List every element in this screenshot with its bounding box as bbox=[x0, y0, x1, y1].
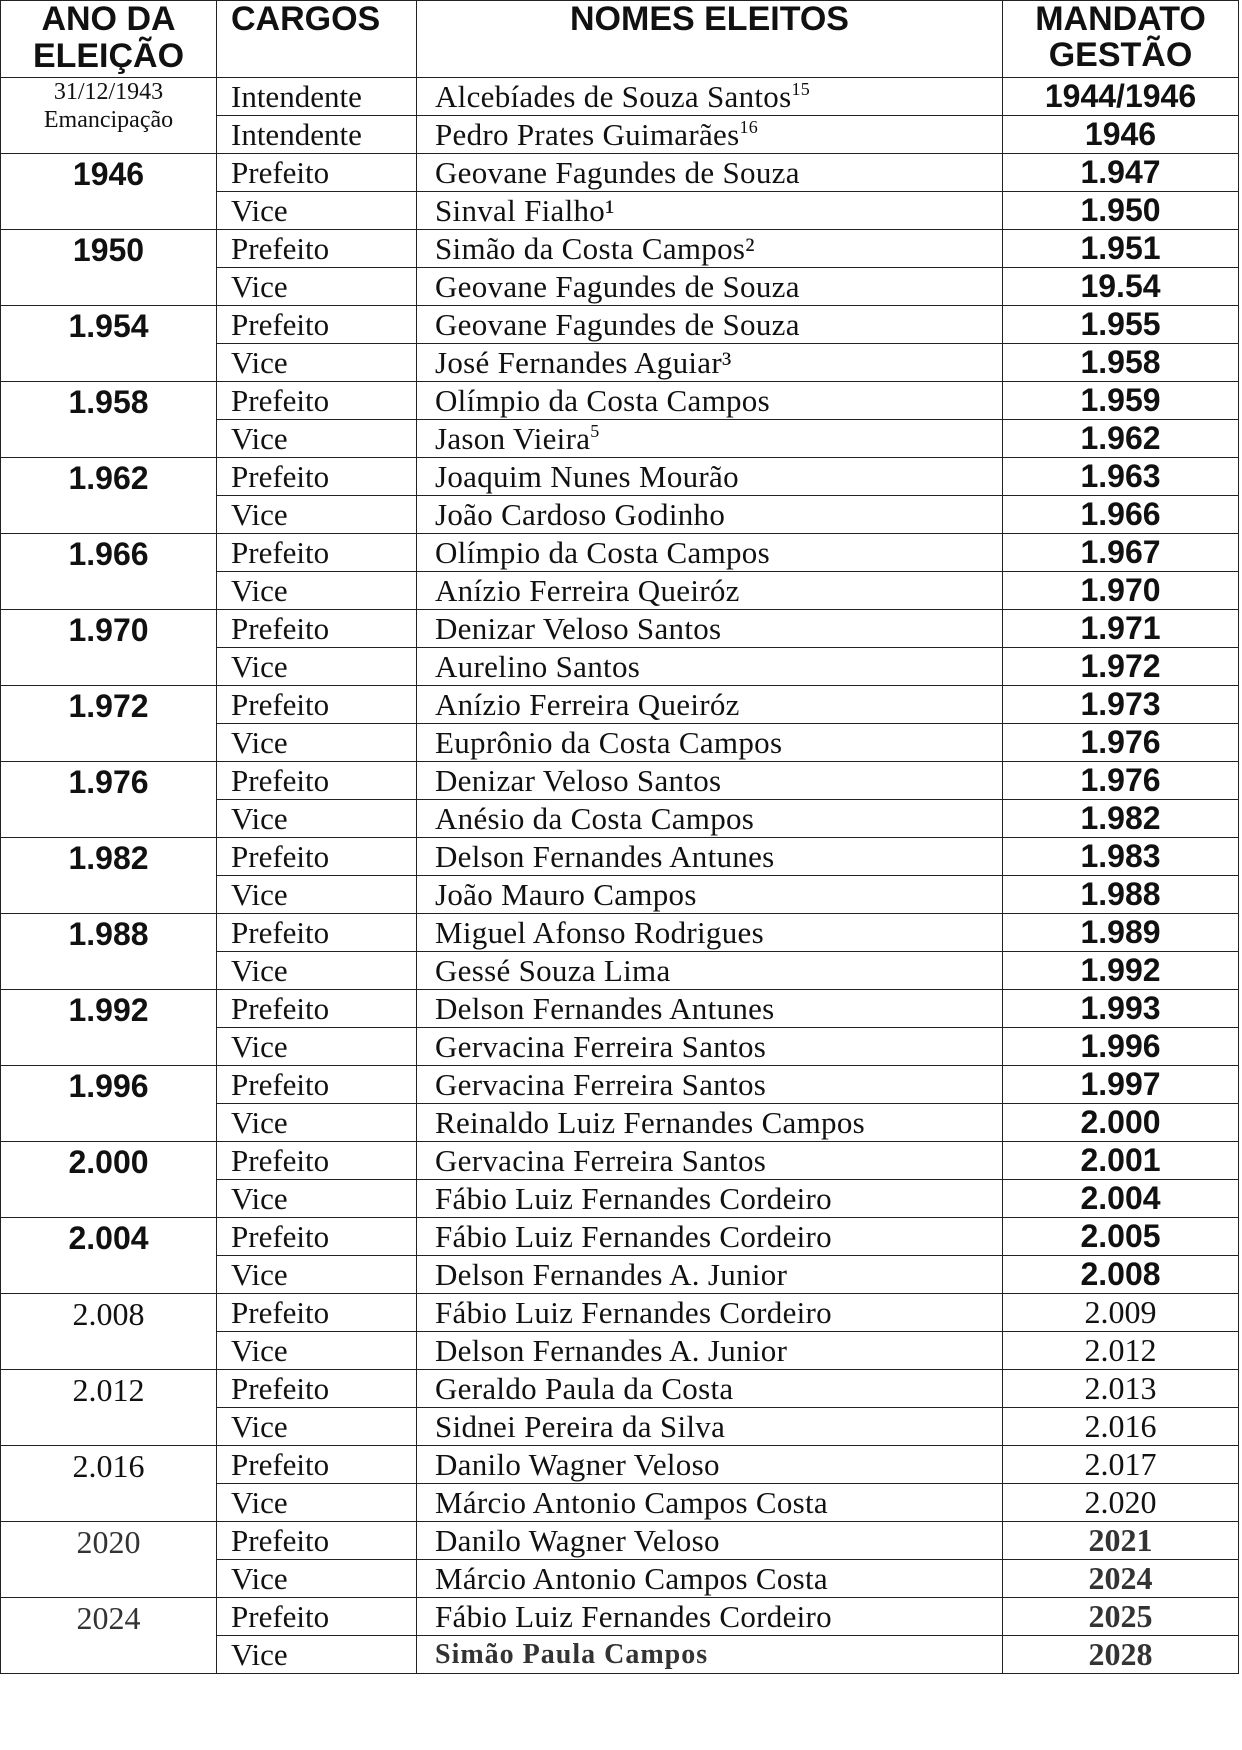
cargo-cell: Prefeito bbox=[217, 306, 417, 344]
footnote-ref: 5 bbox=[590, 421, 600, 441]
election-year-cell bbox=[1, 1446, 217, 1522]
header-ano-line2: ELEIÇÃO bbox=[32, 37, 185, 75]
table-row bbox=[1, 1294, 1239, 1332]
elected-name: Olímpio da Costa Campos bbox=[435, 535, 770, 570]
mandato-cell: 1.962 bbox=[1003, 420, 1239, 458]
cargo-cell: Prefeito bbox=[217, 762, 417, 800]
nome-cell bbox=[417, 344, 1003, 382]
nome-cell bbox=[417, 306, 1003, 344]
election-year: 1.962 bbox=[68, 460, 149, 496]
election-year: 2.004 bbox=[68, 1220, 149, 1256]
election-year: 1950 bbox=[72, 232, 145, 268]
elected-name: Fábio Luiz Fernandes Cordeiro bbox=[435, 1599, 832, 1634]
header-cargos: CARGOS bbox=[217, 1, 417, 78]
election-year-cell bbox=[1, 762, 217, 838]
election-year: 2.008 bbox=[72, 1296, 145, 1332]
cargo-cell: Prefeito bbox=[217, 230, 417, 268]
mandato-cell: 19.54 bbox=[1003, 268, 1239, 306]
cargo-cell: Vice bbox=[217, 1408, 417, 1446]
cargo-cell: Prefeito bbox=[217, 1370, 417, 1408]
nome-cell bbox=[417, 230, 1003, 268]
elected-name: Delson Fernandes A. Junior bbox=[435, 1333, 788, 1368]
election-year-cell bbox=[1, 990, 217, 1066]
cargo-cell: Vice bbox=[217, 1104, 417, 1142]
cargo-cell: Vice bbox=[217, 268, 417, 306]
mandato-cell: 2.005 bbox=[1003, 1218, 1239, 1256]
nome-cell bbox=[417, 1370, 1003, 1408]
table-row bbox=[1, 458, 1239, 496]
mandato-cell: 1.982 bbox=[1003, 800, 1239, 838]
table-row bbox=[1, 686, 1239, 724]
mandato-cell: 2.013 bbox=[1003, 1370, 1239, 1408]
election-year: 1.992 bbox=[68, 992, 149, 1028]
mandato-cell: 1.970 bbox=[1003, 572, 1239, 610]
election-year: 1.958 bbox=[68, 384, 149, 420]
cargo-cell: Prefeito bbox=[217, 1522, 417, 1560]
cargo-cell: Vice bbox=[217, 344, 417, 382]
elected-name: Joaquim Nunes Mourão bbox=[435, 459, 739, 494]
header-mandato-gestao bbox=[1003, 1, 1239, 78]
elected-name: Sinval Fialho¹ bbox=[435, 193, 615, 228]
nome-cell bbox=[417, 78, 1003, 116]
nome-cell bbox=[417, 648, 1003, 686]
election-year-cell bbox=[1, 1522, 217, 1598]
nome-cell bbox=[417, 724, 1003, 762]
table-row bbox=[1, 1522, 1239, 1560]
elected-name: Danilo Wagner Veloso bbox=[435, 1447, 720, 1482]
table-row bbox=[1, 1142, 1239, 1180]
election-year-cell bbox=[1, 306, 217, 382]
elected-name: Danilo Wagner Veloso bbox=[435, 1523, 720, 1558]
cargo-cell: Prefeito bbox=[217, 534, 417, 572]
mandato-cell: 1.947 bbox=[1003, 154, 1239, 192]
elected-name: Delson Fernandes Antunes bbox=[435, 839, 775, 874]
nome-cell bbox=[417, 192, 1003, 230]
footnote-ref: 16 bbox=[739, 117, 759, 137]
cargo-cell: Vice bbox=[217, 952, 417, 990]
table-row bbox=[1, 1218, 1239, 1256]
table-row bbox=[1, 914, 1239, 952]
nome-cell bbox=[417, 458, 1003, 496]
mandato-cell: 1.983 bbox=[1003, 838, 1239, 876]
nome-cell bbox=[417, 800, 1003, 838]
mandato-cell: 1.966 bbox=[1003, 496, 1239, 534]
election-year-cell bbox=[1, 1370, 217, 1446]
nome-cell bbox=[417, 1636, 1003, 1674]
election-year: 1.988 bbox=[68, 916, 149, 952]
cargo-cell: Intendente bbox=[217, 78, 417, 116]
election-year-cell bbox=[1, 1142, 217, 1218]
table-row bbox=[1, 78, 1239, 116]
mandato-cell: 1946 bbox=[1003, 116, 1239, 154]
cargo-cell: Vice bbox=[217, 1256, 417, 1294]
election-year: 1946 bbox=[72, 156, 145, 192]
mandato-cell: 1.992 bbox=[1003, 952, 1239, 990]
nome-cell bbox=[417, 876, 1003, 914]
election-year-cell bbox=[1, 1218, 217, 1294]
election-year-cell bbox=[1, 1598, 217, 1674]
elected-name: Olímpio da Costa Campos bbox=[435, 383, 770, 418]
mandato-cell: 1.988 bbox=[1003, 876, 1239, 914]
mandato-cell: 1.967 bbox=[1003, 534, 1239, 572]
cargo-cell: Vice bbox=[217, 1636, 417, 1674]
table-row bbox=[1, 230, 1239, 268]
elected-name: Denizar Veloso Santos bbox=[435, 611, 722, 646]
nome-cell bbox=[417, 1560, 1003, 1598]
table-body bbox=[1, 78, 1239, 1674]
election-year-cell bbox=[1, 686, 217, 762]
elected-name: Anésio da Costa Campos bbox=[435, 801, 755, 836]
elected-name: João Mauro Campos bbox=[435, 877, 697, 912]
elected-name: Gervacina Ferreira Santos bbox=[435, 1067, 767, 1102]
mandato-cell: 2.017 bbox=[1003, 1446, 1239, 1484]
mandato-cell: 2.012 bbox=[1003, 1332, 1239, 1370]
table-row bbox=[1, 1446, 1239, 1484]
mandato-cell: 1.971 bbox=[1003, 610, 1239, 648]
mandato-cell: 1.950 bbox=[1003, 192, 1239, 230]
elected-name: Fábio Luiz Fernandes Cordeiro bbox=[435, 1219, 832, 1254]
election-year-cell bbox=[1, 230, 217, 306]
election-year: 1.982 bbox=[68, 840, 149, 876]
nome-cell bbox=[417, 1066, 1003, 1104]
table-row bbox=[1, 382, 1239, 420]
cargo-cell: Vice bbox=[217, 1560, 417, 1598]
election-year-cell bbox=[1, 838, 217, 914]
mandato-cell: 2.004 bbox=[1003, 1180, 1239, 1218]
cargo-cell: Vice bbox=[217, 648, 417, 686]
nome-cell bbox=[417, 154, 1003, 192]
election-year: Emancipação bbox=[43, 107, 174, 133]
election-year-cell bbox=[1, 1294, 217, 1370]
nome-cell bbox=[417, 572, 1003, 610]
elected-name: Geovane Fagundes de Souza bbox=[435, 155, 800, 190]
cargo-cell: Vice bbox=[217, 1484, 417, 1522]
mandato-cell: 1.976 bbox=[1003, 762, 1239, 800]
election-year-cell bbox=[1, 610, 217, 686]
elected-name: Anízio Ferreira Queiróz bbox=[435, 687, 740, 722]
elected-name: Gessé Souza Lima bbox=[435, 953, 671, 988]
nome-cell bbox=[417, 268, 1003, 306]
election-year: 2.000 bbox=[68, 1144, 149, 1180]
table-row bbox=[1, 1066, 1239, 1104]
nome-cell bbox=[417, 1028, 1003, 1066]
mandato-cell: 1.973 bbox=[1003, 686, 1239, 724]
cargo-cell: Prefeito bbox=[217, 1142, 417, 1180]
table-row bbox=[1, 762, 1239, 800]
elected-name: Aurelino Santos bbox=[435, 649, 641, 684]
election-year-cell bbox=[1, 78, 217, 154]
elected-name: Geovane Fagundes de Souza bbox=[435, 307, 800, 342]
elected-name: Pedro Prates Guimarães bbox=[435, 117, 740, 152]
header-nomes-eleitos: NOMES ELEITOS bbox=[417, 1, 1003, 78]
elected-name: Delson Fernandes A. Junior bbox=[435, 1257, 788, 1292]
mandato-cell: 1.955 bbox=[1003, 306, 1239, 344]
elected-name: Simão Paula Campos bbox=[435, 1639, 709, 1670]
elected-name: Simão da Costa Campos² bbox=[435, 231, 755, 266]
elected-name: Miguel Afonso Rodrigues bbox=[435, 915, 764, 950]
mandato-cell: 1.958 bbox=[1003, 344, 1239, 382]
election-year: 2024 bbox=[76, 1600, 141, 1636]
nome-cell bbox=[417, 1522, 1003, 1560]
mandato-cell: 1.959 bbox=[1003, 382, 1239, 420]
cargo-cell: Vice bbox=[217, 192, 417, 230]
elected-name: Denizar Veloso Santos bbox=[435, 763, 722, 798]
elected-name: José Fernandes Aguiar³ bbox=[435, 345, 732, 380]
elected-name: Anízio Ferreira Queiróz bbox=[435, 573, 740, 608]
cargo-cell: Vice bbox=[217, 724, 417, 762]
election-year-cell bbox=[1, 1066, 217, 1142]
table-row bbox=[1, 1370, 1239, 1408]
cargo-cell: Vice bbox=[217, 420, 417, 458]
header-row bbox=[1, 1, 1239, 78]
nome-cell bbox=[417, 1598, 1003, 1636]
election-year: 31/12/1943 bbox=[53, 79, 164, 105]
elected-name: Gervacina Ferreira Santos bbox=[435, 1143, 767, 1178]
cargo-cell: Vice bbox=[217, 496, 417, 534]
cargo-cell: Prefeito bbox=[217, 1598, 417, 1636]
nome-cell bbox=[417, 1104, 1003, 1142]
cargo-cell: Vice bbox=[217, 800, 417, 838]
mandato-cell: 1.993 bbox=[1003, 990, 1239, 1028]
nome-cell bbox=[417, 1218, 1003, 1256]
mandato-cell: 2028 bbox=[1003, 1636, 1239, 1674]
cargo-cell: Prefeito bbox=[217, 1294, 417, 1332]
cargo-cell: Prefeito bbox=[217, 154, 417, 192]
mandato-cell: 1.976 bbox=[1003, 724, 1239, 762]
mandato-cell: 1.989 bbox=[1003, 914, 1239, 952]
election-year-cell bbox=[1, 154, 217, 230]
nome-cell bbox=[417, 762, 1003, 800]
cargo-cell: Vice bbox=[217, 1180, 417, 1218]
nome-cell bbox=[417, 838, 1003, 876]
mandato-cell: 2.008 bbox=[1003, 1256, 1239, 1294]
table-row bbox=[1, 534, 1239, 572]
election-year-cell bbox=[1, 534, 217, 610]
mandato-cell: 2.016 bbox=[1003, 1408, 1239, 1446]
elected-name: Delson Fernandes Antunes bbox=[435, 991, 775, 1026]
elected-name: Fábio Luiz Fernandes Cordeiro bbox=[435, 1295, 832, 1330]
nome-cell bbox=[417, 1408, 1003, 1446]
election-year: 1.976 bbox=[68, 764, 149, 800]
election-year: 2.012 bbox=[72, 1372, 145, 1408]
nome-cell bbox=[417, 1256, 1003, 1294]
election-year: 1.970 bbox=[68, 612, 149, 648]
mandato-cell: 2.000 bbox=[1003, 1104, 1239, 1142]
elected-name: Alcebíades de Souza Santos bbox=[435, 79, 792, 114]
cargo-cell: Vice bbox=[217, 1028, 417, 1066]
cargo-cell: Prefeito bbox=[217, 1066, 417, 1104]
cargo-cell: Prefeito bbox=[217, 686, 417, 724]
elected-name: Fábio Luiz Fernandes Cordeiro bbox=[435, 1181, 832, 1216]
election-year: 1.996 bbox=[68, 1068, 149, 1104]
mandato-cell: 2.020 bbox=[1003, 1484, 1239, 1522]
mandato-cell: 2021 bbox=[1003, 1522, 1239, 1560]
nome-cell bbox=[417, 1180, 1003, 1218]
election-year-cell bbox=[1, 458, 217, 534]
footnote-ref: 15 bbox=[791, 79, 811, 99]
elected-name: Reinaldo Luiz Fernandes Campos bbox=[435, 1105, 865, 1140]
mandato-cell: 1.951 bbox=[1003, 230, 1239, 268]
header-mandato-line1: MANDATO bbox=[1035, 0, 1206, 38]
elected-name: João Cardoso Godinho bbox=[435, 497, 726, 532]
mandato-cell: 2.001 bbox=[1003, 1142, 1239, 1180]
nome-cell bbox=[417, 952, 1003, 990]
mandato-cell: 1.963 bbox=[1003, 458, 1239, 496]
nome-cell bbox=[417, 420, 1003, 458]
election-year: 2020 bbox=[76, 1524, 141, 1560]
mandato-cell: 2024 bbox=[1003, 1560, 1239, 1598]
cargo-cell: Vice bbox=[217, 876, 417, 914]
nome-cell bbox=[417, 1142, 1003, 1180]
mandato-cell: 2025 bbox=[1003, 1598, 1239, 1636]
cargo-cell: Intendente bbox=[217, 116, 417, 154]
cargo-cell: Prefeito bbox=[217, 990, 417, 1028]
nome-cell bbox=[417, 686, 1003, 724]
elected-name: Geovane Fagundes de Souza bbox=[435, 269, 800, 304]
cargo-cell: Prefeito bbox=[217, 1446, 417, 1484]
nome-cell bbox=[417, 914, 1003, 952]
nome-cell bbox=[417, 1446, 1003, 1484]
cargo-cell: Prefeito bbox=[217, 382, 417, 420]
cargo-cell: Prefeito bbox=[217, 838, 417, 876]
election-year: 1.972 bbox=[68, 688, 149, 724]
election-year: 2.016 bbox=[72, 1448, 145, 1484]
nome-cell bbox=[417, 610, 1003, 648]
header-mandato-line2: GESTÃO bbox=[1048, 36, 1193, 74]
election-year: 1.954 bbox=[68, 308, 149, 344]
nome-cell bbox=[417, 496, 1003, 534]
cargo-cell: Vice bbox=[217, 572, 417, 610]
table-row bbox=[1, 1598, 1239, 1636]
cargo-cell: Prefeito bbox=[217, 458, 417, 496]
elected-name: Euprônio da Costa Campos bbox=[435, 725, 783, 760]
cargo-cell: Prefeito bbox=[217, 914, 417, 952]
elected-name: Geraldo Paula da Costa bbox=[435, 1371, 734, 1406]
election-year-cell bbox=[1, 382, 217, 458]
table-row bbox=[1, 306, 1239, 344]
mandato-cell: 1.996 bbox=[1003, 1028, 1239, 1066]
table-row bbox=[1, 154, 1239, 192]
election-year-cell bbox=[1, 914, 217, 990]
elected-name: Sidnei Pereira da Silva bbox=[435, 1409, 726, 1444]
cargo-cell: Vice bbox=[217, 1332, 417, 1370]
table-row bbox=[1, 838, 1239, 876]
mandato-cell: 1944/1946 bbox=[1003, 78, 1239, 116]
nome-cell bbox=[417, 1484, 1003, 1522]
mandato-cell: 2.009 bbox=[1003, 1294, 1239, 1332]
table-row bbox=[1, 610, 1239, 648]
cargo-cell: Prefeito bbox=[217, 610, 417, 648]
elected-name: Márcio Antonio Campos Costa bbox=[435, 1561, 828, 1596]
nome-cell bbox=[417, 990, 1003, 1028]
nome-cell bbox=[417, 1332, 1003, 1370]
elected-name: Jason Vieira bbox=[435, 421, 591, 456]
nome-cell bbox=[417, 1294, 1003, 1332]
table-row bbox=[1, 990, 1239, 1028]
mandato-cell: 1.972 bbox=[1003, 648, 1239, 686]
election-year: 1.966 bbox=[68, 536, 149, 572]
elected-name: Márcio Antonio Campos Costa bbox=[435, 1485, 828, 1520]
header-ano-line1: ANO DA bbox=[41, 0, 176, 38]
elected-name: Gervacina Ferreira Santos bbox=[435, 1029, 767, 1064]
mandato-cell: 1.997 bbox=[1003, 1066, 1239, 1104]
nome-cell bbox=[417, 382, 1003, 420]
cargo-cell: Prefeito bbox=[217, 1218, 417, 1256]
nome-cell bbox=[417, 116, 1003, 154]
nome-cell bbox=[417, 534, 1003, 572]
header-ano-da-eleicao bbox=[1, 1, 217, 78]
